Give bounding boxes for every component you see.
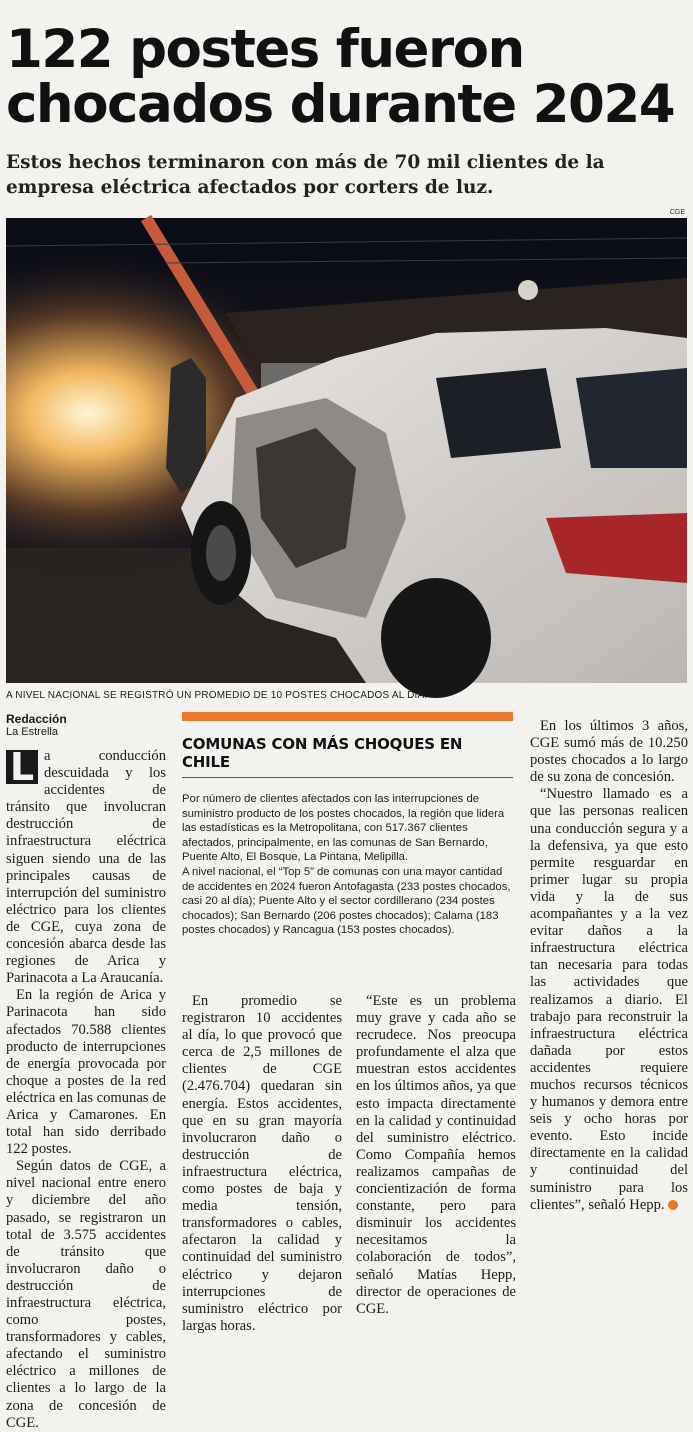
photo-credit: CGE — [669, 209, 685, 216]
body-paragraph-1-text: a conducción descuidada y los accidentes de tránsito que involucran destrucción de infraestructura eléctrica siguen siendo una de las principales causas de interrupción del suministro eléctrico para los clientes de CGE, cuya zona de concesión abarca desde las regiones de Arica y Parinacota a La Araucanía. — [6, 748, 166, 987]
body-paragraph-2: En la región de Arica y Parinacota han sido afectados 70.588 clientes producto de interrupciones de energía provocada por choque a postes de la red eléctrica en las comunas de Arica y Camarones. En total han sido derribado 122 postes. — [6, 987, 166, 1158]
body-column-3 — [356, 993, 516, 1318]
article-photo — [6, 218, 687, 683]
body-column-2 — [182, 993, 342, 1335]
sidebar-body — [182, 792, 513, 938]
body-paragraph-1 — [6, 745, 166, 987]
headline: 122 postes fueron chocados durante 2024 — [6, 19, 675, 135]
dropcap: L — [6, 750, 38, 784]
sidebar-paragraph-2: A nivel nacional, el “Top 5” de comunas con una mayor cantidad de accidentes en 2024 fueron Antofagasta (233 postes chocados, casi 20 al día); Puente Alto y el sector cordillerano (234 postes chocados); San Bernardo (206 postes chocados); Calama (183 postes chocados) y Rancagua (153 postes chocados). — [182, 865, 511, 937]
byline-publication: La Estrella — [6, 726, 58, 738]
deck: Estos hechos terminaron con más de 70 mil clientes de la empresa eléctrica afectados por corters de luz. — [6, 152, 605, 198]
body-paragraph-7 — [530, 786, 688, 1213]
body-paragraph-5: “Este es un problema muy grave y cada año se recrudece. Nos preocupa profundamente el alza que muestran estos accidentes en los últimos años, ya que esto impacta directamente en la calidad y continuidad del suministro eléctrico. Como Compañía hemos realizamos campañas de concientización de forma constante, pero para disminuir los accidentes necesitamos la colaboración de todos”, señaló Matías Hepp, director de operaciones de CGE. — [356, 993, 516, 1317]
body-column-4 — [530, 718, 688, 1214]
byline-author: Redacción — [6, 712, 67, 726]
body-paragraph-4: En promedio se registraron 10 accidentes al día, lo que provocó que cerca de 2,5 millones de clientes de CGE (2.476.704) quedaran sin energía. Estos accidentes, que en su gran mayoría involucraron daño o destrucción de infraestructura eléctrica, como postes de baja y media tensión, transformadores o cables, afectaron la calidad y continuidad del suministro eléctrico y dejaron interrupciones de suministro eléctrico por largas horas. — [182, 993, 342, 1334]
body-column-1 — [6, 745, 166, 1432]
sidebar-rule — [182, 777, 513, 778]
sidebar-paragraph-1: Por número de clientes afectados con las interrupciones de suministro producto de los postes chocados, la región que lidera las estadísticas es la Metropolitana, con 517.367 clientes afectados, principalmente, en las comunas de San Bernardo, Puente Alto, El Bosque, La Pintana, Melipilla. — [182, 793, 505, 864]
sidebar-title: COMUNAS CON MÁS CHOQUES EN CHILE — [182, 735, 463, 771]
end-mark-icon — [668, 1200, 678, 1210]
body-paragraph-3-start — [6, 1158, 166, 1432]
body-paragraph-7-text: “Nuestro llamado es a que las personas realicen una conducción segura y a la defensiva, ya que esto permite resguardar en primer lugar su propia vida y la de sus acompañantes y a la vez evitar daños a la infraestructura eléctrica tan necesaria para todas las actividades que realizamos a diario. El trabajo para reconstruir la infraestructura eléctrica dañada por estos accidentes requiere muchos recursos técnicos y humanos y demora entre seis y ocho horas por evento. Esto incide directamente en la calidad y continuidad del suministro para los clientes”, señaló Hepp. — [530, 786, 688, 1213]
body-paragraph-3-text: Según datos de CGE, a nivel nacional entre enero y diciembre del año pasado, se registraron un total de 3.575 accidentes de tránsito que involucraron daño o destrucción de infraestructura eléctrica, como postes, transformadores y cables, afectando el suministro eléctrico a millones de clientes a lo largo de la zona de concesión de CGE. — [6, 1158, 166, 1431]
byline — [6, 712, 67, 739]
photo-caption: A NIVEL NACIONAL SE REGISTRÓ UN PROMEDIO DE 10 POSTES CHOCADOS AL DÍA. — [6, 690, 428, 701]
body-paragraph-6: En los últimos 3 años, CGE sumó más de 10.250 postes chocados a lo largo de su zona de concesión. — [530, 718, 688, 786]
sidebar-accent-bar — [182, 712, 513, 721]
sidebar-box — [182, 712, 513, 938]
